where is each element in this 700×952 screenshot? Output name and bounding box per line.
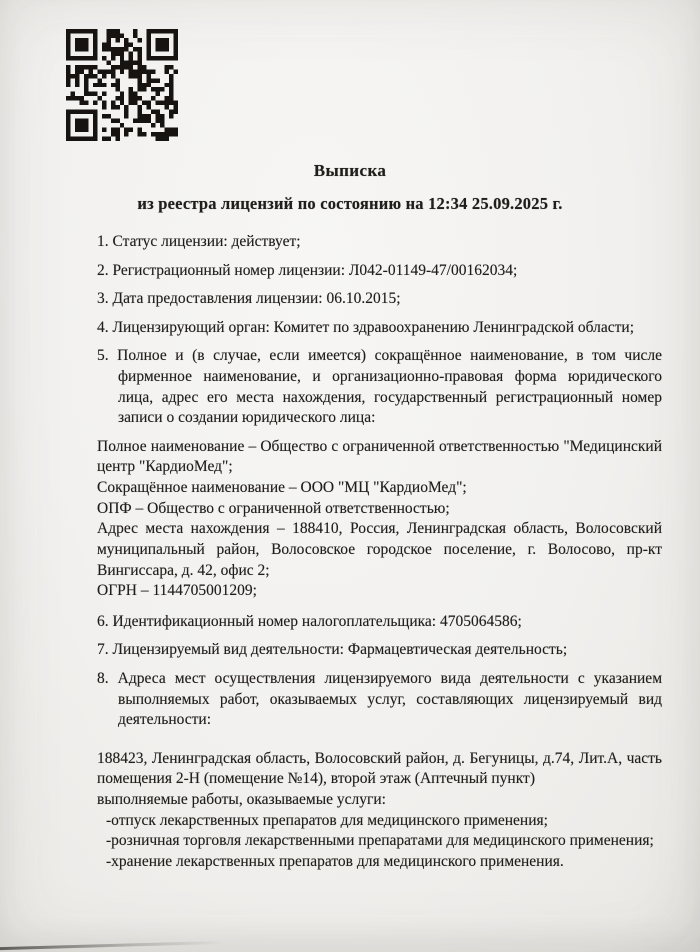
item-number: 4. [97, 318, 109, 336]
item-text: Дата предоставления лицензии: 06.10.2015; [112, 290, 401, 308]
item-text: Статус лицензии: действует; [112, 233, 301, 250]
list-item-8 [97, 669, 662, 731]
qr-code [66, 28, 178, 142]
item-text: Лицензирующий орган: Комитет по здравоохранению Ленинградской области; [112, 318, 635, 336]
list-item-6 [97, 612, 662, 633]
entity-details [97, 437, 662, 602]
activity-address-block [97, 749, 662, 873]
works-intro: выполняемые работы, оказываемые услуги: [97, 791, 386, 809]
item-number: 6. [97, 612, 109, 630]
item-text: Регистрационный номер лицензии: Л042-01149-47/00162034; [112, 261, 518, 279]
item-number: 3. [97, 290, 109, 308]
document-body [0, 232, 700, 872]
item-text: Полное и (в случае, если имеется) сокращённое наименование, в том числе фирменное наименование, и организационно-правовая форма юридического лица, адрес его места нахождения, государственный регистрационный номер записи о создании юридического лица: [117, 347, 663, 427]
entity-ogrn: ОГРН – 1144705001209; [97, 582, 257, 600]
work-item: -отпуск лекарственных препаратов для медицинского применения; [106, 811, 548, 829]
item-number: 8. [97, 669, 109, 687]
item-text: Адреса мест осуществления лицензируемого вида деятельности с указанием выполняемых работ, оказываемых услуг, составляющих лицензируемый вид деятельности: [117, 669, 662, 729]
list-item-7 [97, 640, 662, 661]
list-item-4 [97, 318, 662, 339]
list-item-5 [97, 346, 662, 428]
entity-address: Адрес места нахождения – 188410, Россия, Ленинградская область, Волосовский муниципальный район, Волосовское городское поселение, г. Волосово, пр-кт Вингиссара, д. 42, офис 2; [97, 520, 662, 579]
entity-opf: ОПФ – Общество с ограниченной ответственностью; [97, 499, 450, 517]
item-number: 1. [97, 233, 109, 250]
list-item-2 [97, 261, 662, 282]
item-number: 2. [97, 261, 109, 279]
entity-full-name: Полное наименование – Общество с ограниченной ответственностью "Медицинский центр "КардиоМед"; [97, 437, 662, 476]
list-item-1 [97, 232, 662, 253]
item-text: Лицензируемый вид деятельности: Фармацевтическая деятельность; [112, 641, 568, 659]
entity-short-name: Сокращённое наименование – ООО "МЦ "КардиоМед"; [97, 479, 467, 497]
work-item: -розничная торговля лекарственными препаратами для медицинского применения; [106, 832, 654, 850]
item-number: 5. [97, 347, 109, 365]
page-edge-shadow [0, 941, 226, 950]
item-number: 7. [97, 641, 109, 659]
works-list [97, 811, 662, 873]
document-title: Выписка [313, 161, 387, 180]
work-item: -хранение лекарственных препаратов для медицинского применения. [106, 852, 564, 870]
document-subtitle: из реестра лицензий по состоянию на 12:34 25.09.2025 г. [137, 194, 563, 213]
activity-address: 188423, Ленинградская область, Волосовский район, д. Бегуницы, д.74, Лит.А, часть помещения 2-Н (помещение №14), второй этаж (Аптечный пункт) [97, 749, 662, 788]
list-item-3 [97, 289, 662, 310]
item-text: Идентификационный номер налогоплательщика: 4705064586; [112, 612, 522, 630]
